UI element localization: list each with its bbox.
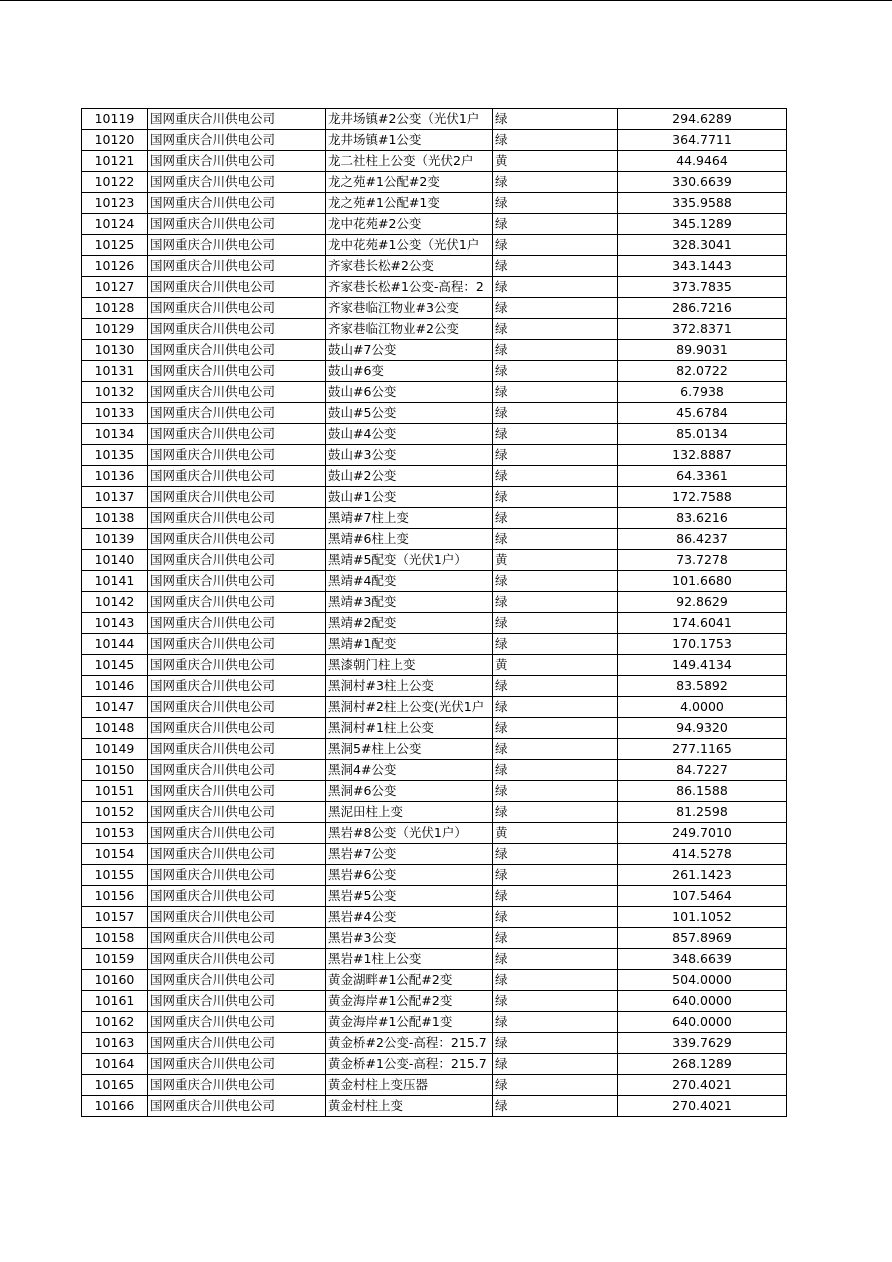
value-cell: 86.1588 bbox=[618, 781, 787, 802]
table-row bbox=[82, 613, 787, 634]
value-cell: 82.0722 bbox=[618, 361, 787, 382]
transformer-name-cell: 黑洞村#3柱上公变 bbox=[326, 676, 493, 697]
transformer-name-cell: 鼓山#6公变 bbox=[326, 382, 493, 403]
status-cell: 绿 bbox=[493, 907, 618, 928]
company-cell: 国网重庆合川供电公司 bbox=[148, 949, 326, 970]
status-cell: 绿 bbox=[493, 1075, 618, 1096]
table-row bbox=[82, 991, 787, 1012]
table-row bbox=[82, 655, 787, 676]
value-cell: 270.4021 bbox=[618, 1096, 787, 1117]
row-id-cell: 10166 bbox=[82, 1096, 148, 1117]
value-cell: 270.4021 bbox=[618, 1075, 787, 1096]
row-id-cell: 10142 bbox=[82, 592, 148, 613]
status-cell: 绿 bbox=[493, 1012, 618, 1033]
table-row bbox=[82, 235, 787, 256]
table-row bbox=[82, 1012, 787, 1033]
row-id-cell: 10160 bbox=[82, 970, 148, 991]
company-cell: 国网重庆合川供电公司 bbox=[148, 172, 326, 193]
transformer-name-cell: 齐家巷临江物业#2公变 bbox=[326, 319, 493, 340]
company-cell: 国网重庆合川供电公司 bbox=[148, 487, 326, 508]
table-row bbox=[82, 928, 787, 949]
transformer-name-cell: 黑岩#3公变 bbox=[326, 928, 493, 949]
company-cell: 国网重庆合川供电公司 bbox=[148, 403, 326, 424]
row-id-cell: 10158 bbox=[82, 928, 148, 949]
value-cell: 343.1443 bbox=[618, 256, 787, 277]
transformer-name-cell: 黑靖#3配变 bbox=[326, 592, 493, 613]
status-cell: 绿 bbox=[493, 928, 618, 949]
row-id-cell: 10130 bbox=[82, 340, 148, 361]
row-id-cell: 10122 bbox=[82, 172, 148, 193]
company-cell: 国网重庆合川供电公司 bbox=[148, 739, 326, 760]
value-cell: 294.6289 bbox=[618, 109, 787, 130]
row-id-cell: 10133 bbox=[82, 403, 148, 424]
row-id-cell: 10161 bbox=[82, 991, 148, 1012]
table-row bbox=[82, 823, 787, 844]
value-cell: 85.0134 bbox=[618, 424, 787, 445]
row-id-cell: 10165 bbox=[82, 1075, 148, 1096]
company-cell: 国网重庆合川供电公司 bbox=[148, 991, 326, 1012]
transformer-name-cell: 龙井场镇#1公变 bbox=[326, 130, 493, 151]
row-id-cell: 10149 bbox=[82, 739, 148, 760]
table-row bbox=[82, 403, 787, 424]
table-body bbox=[82, 109, 787, 1117]
status-cell: 绿 bbox=[493, 382, 618, 403]
table-row bbox=[82, 361, 787, 382]
value-cell: 83.5892 bbox=[618, 676, 787, 697]
row-id-cell: 10143 bbox=[82, 613, 148, 634]
table-row bbox=[82, 592, 787, 613]
status-cell: 绿 bbox=[493, 613, 618, 634]
value-cell: 261.1423 bbox=[618, 865, 787, 886]
table-row bbox=[82, 130, 787, 151]
table-row bbox=[82, 193, 787, 214]
transformer-name-cell: 龙井场镇#2公变（光伏1户 bbox=[326, 109, 493, 130]
status-cell: 绿 bbox=[493, 340, 618, 361]
transformer-name-cell: 黑岩#4公变 bbox=[326, 907, 493, 928]
value-cell: 268.1289 bbox=[618, 1054, 787, 1075]
row-id-cell: 10164 bbox=[82, 1054, 148, 1075]
transformer-name-cell: 黑靖#2配变 bbox=[326, 613, 493, 634]
company-cell: 国网重庆合川供电公司 bbox=[148, 697, 326, 718]
company-cell: 国网重庆合川供电公司 bbox=[148, 319, 326, 340]
transformer-name-cell: 黄金村柱上变压器 bbox=[326, 1075, 493, 1096]
row-id-cell: 10124 bbox=[82, 214, 148, 235]
status-cell: 绿 bbox=[493, 256, 618, 277]
transformer-name-cell: 黑靖#7柱上变 bbox=[326, 508, 493, 529]
company-cell: 国网重庆合川供电公司 bbox=[148, 424, 326, 445]
company-cell: 国网重庆合川供电公司 bbox=[148, 214, 326, 235]
status-cell: 黄 bbox=[493, 823, 618, 844]
row-id-cell: 10153 bbox=[82, 823, 148, 844]
status-cell: 绿 bbox=[493, 991, 618, 1012]
value-cell: 857.8969 bbox=[618, 928, 787, 949]
company-cell: 国网重庆合川供电公司 bbox=[148, 592, 326, 613]
transformer-name-cell: 黑洞5#柱上公变 bbox=[326, 739, 493, 760]
value-cell: 81.2598 bbox=[618, 802, 787, 823]
transformer-name-cell: 鼓山#2公变 bbox=[326, 466, 493, 487]
company-cell: 国网重庆合川供电公司 bbox=[148, 907, 326, 928]
transformer-name-cell: 黄金海岸#1公配#2变 bbox=[326, 991, 493, 1012]
value-cell: 640.0000 bbox=[618, 1012, 787, 1033]
status-cell: 绿 bbox=[493, 508, 618, 529]
value-cell: 373.7835 bbox=[618, 277, 787, 298]
table-row bbox=[82, 886, 787, 907]
value-cell: 504.0000 bbox=[618, 970, 787, 991]
page-top-border bbox=[0, 0, 892, 1]
transformer-name-cell: 黄金湖畔#1公配#2变 bbox=[326, 970, 493, 991]
company-cell: 国网重庆合川供电公司 bbox=[148, 571, 326, 592]
row-id-cell: 10119 bbox=[82, 109, 148, 130]
value-cell: 44.9464 bbox=[618, 151, 787, 172]
row-id-cell: 10140 bbox=[82, 550, 148, 571]
table-row bbox=[82, 487, 787, 508]
transformer-name-cell: 鼓山#6变 bbox=[326, 361, 493, 382]
status-cell: 绿 bbox=[493, 844, 618, 865]
status-cell: 绿 bbox=[493, 1033, 618, 1054]
transformer-name-cell: 黑靖#1配变 bbox=[326, 634, 493, 655]
status-cell: 绿 bbox=[493, 298, 618, 319]
value-cell: 64.3361 bbox=[618, 466, 787, 487]
row-id-cell: 10138 bbox=[82, 508, 148, 529]
transformer-name-cell: 龙中花苑#2公变 bbox=[326, 214, 493, 235]
transformer-name-cell: 黄金村柱上变 bbox=[326, 1096, 493, 1117]
row-id-cell: 10127 bbox=[82, 277, 148, 298]
table-row bbox=[82, 949, 787, 970]
value-cell: 6.7938 bbox=[618, 382, 787, 403]
status-cell: 绿 bbox=[493, 109, 618, 130]
status-cell: 绿 bbox=[493, 718, 618, 739]
row-id-cell: 10156 bbox=[82, 886, 148, 907]
table-row bbox=[82, 550, 787, 571]
status-cell: 绿 bbox=[493, 949, 618, 970]
table-row bbox=[82, 1075, 787, 1096]
status-cell: 绿 bbox=[493, 571, 618, 592]
value-cell: 149.4134 bbox=[618, 655, 787, 676]
row-id-cell: 10137 bbox=[82, 487, 148, 508]
row-id-cell: 10151 bbox=[82, 781, 148, 802]
status-cell: 绿 bbox=[493, 781, 618, 802]
transformer-name-cell: 齐家巷长松#2公变 bbox=[326, 256, 493, 277]
company-cell: 国网重庆合川供电公司 bbox=[148, 361, 326, 382]
transformer-name-cell: 龙之苑#1公配#2变 bbox=[326, 172, 493, 193]
table-row bbox=[82, 508, 787, 529]
table-row bbox=[82, 970, 787, 991]
status-cell: 绿 bbox=[493, 697, 618, 718]
row-id-cell: 10163 bbox=[82, 1033, 148, 1054]
value-cell: 132.8887 bbox=[618, 445, 787, 466]
row-id-cell: 10155 bbox=[82, 865, 148, 886]
row-id-cell: 10148 bbox=[82, 718, 148, 739]
company-cell: 国网重庆合川供电公司 bbox=[148, 445, 326, 466]
company-cell: 国网重庆合川供电公司 bbox=[148, 1096, 326, 1117]
transformer-name-cell: 鼓山#5公变 bbox=[326, 403, 493, 424]
company-cell: 国网重庆合川供电公司 bbox=[148, 508, 326, 529]
table-row bbox=[82, 466, 787, 487]
table-row bbox=[82, 781, 787, 802]
value-cell: 328.3041 bbox=[618, 235, 787, 256]
value-cell: 45.6784 bbox=[618, 403, 787, 424]
transformer-name-cell: 黑岩#8公变（光伏1户） bbox=[326, 823, 493, 844]
value-cell: 172.7588 bbox=[618, 487, 787, 508]
company-cell: 国网重庆合川供电公司 bbox=[148, 718, 326, 739]
company-cell: 国网重庆合川供电公司 bbox=[148, 151, 326, 172]
status-cell: 绿 bbox=[493, 802, 618, 823]
row-id-cell: 10144 bbox=[82, 634, 148, 655]
company-cell: 国网重庆合川供电公司 bbox=[148, 655, 326, 676]
status-cell: 绿 bbox=[493, 1096, 618, 1117]
row-id-cell: 10141 bbox=[82, 571, 148, 592]
transformer-name-cell: 黑洞村#2柱上公变(光伏1户 bbox=[326, 697, 493, 718]
status-cell: 绿 bbox=[493, 214, 618, 235]
value-cell: 286.7216 bbox=[618, 298, 787, 319]
status-cell: 绿 bbox=[493, 634, 618, 655]
row-id-cell: 10128 bbox=[82, 298, 148, 319]
table-row bbox=[82, 424, 787, 445]
company-cell: 国网重庆合川供电公司 bbox=[148, 529, 326, 550]
status-cell: 黄 bbox=[493, 655, 618, 676]
table-row bbox=[82, 907, 787, 928]
table-row bbox=[82, 319, 787, 340]
company-cell: 国网重庆合川供电公司 bbox=[148, 928, 326, 949]
value-cell: 348.6639 bbox=[618, 949, 787, 970]
company-cell: 国网重庆合川供电公司 bbox=[148, 256, 326, 277]
row-id-cell: 10154 bbox=[82, 844, 148, 865]
company-cell: 国网重庆合川供电公司 bbox=[148, 844, 326, 865]
value-cell: 335.9588 bbox=[618, 193, 787, 214]
row-id-cell: 10126 bbox=[82, 256, 148, 277]
status-cell: 黄 bbox=[493, 550, 618, 571]
row-id-cell: 10131 bbox=[82, 361, 148, 382]
status-cell: 绿 bbox=[493, 592, 618, 613]
table-row bbox=[82, 214, 787, 235]
value-cell: 89.9031 bbox=[618, 340, 787, 361]
row-id-cell: 10123 bbox=[82, 193, 148, 214]
status-cell: 绿 bbox=[493, 193, 618, 214]
status-cell: 绿 bbox=[493, 130, 618, 151]
transformer-name-cell: 黑洞#6公变 bbox=[326, 781, 493, 802]
company-cell: 国网重庆合川供电公司 bbox=[148, 130, 326, 151]
company-cell: 国网重庆合川供电公司 bbox=[148, 340, 326, 361]
row-id-cell: 10150 bbox=[82, 760, 148, 781]
table-row bbox=[82, 298, 787, 319]
table-row bbox=[82, 760, 787, 781]
company-cell: 国网重庆合川供电公司 bbox=[148, 823, 326, 844]
transformer-name-cell: 鼓山#1公变 bbox=[326, 487, 493, 508]
transformer-name-cell: 鼓山#3公变 bbox=[326, 445, 493, 466]
value-cell: 372.8371 bbox=[618, 319, 787, 340]
transformer-name-cell: 黑岩#7公变 bbox=[326, 844, 493, 865]
row-id-cell: 10159 bbox=[82, 949, 148, 970]
transformer-name-cell: 齐家巷长松#1公变-高程：2 bbox=[326, 277, 493, 298]
status-cell: 绿 bbox=[493, 424, 618, 445]
table-row bbox=[82, 571, 787, 592]
row-id-cell: 10147 bbox=[82, 697, 148, 718]
transformer-name-cell: 黑岩#6公变 bbox=[326, 865, 493, 886]
row-id-cell: 10139 bbox=[82, 529, 148, 550]
table-row bbox=[82, 1033, 787, 1054]
transformer-name-cell: 黑岩#5公变 bbox=[326, 886, 493, 907]
data-table bbox=[81, 108, 787, 1117]
company-cell: 国网重庆合川供电公司 bbox=[148, 298, 326, 319]
status-cell: 绿 bbox=[493, 319, 618, 340]
status-cell: 绿 bbox=[493, 970, 618, 991]
company-cell: 国网重庆合川供电公司 bbox=[148, 1075, 326, 1096]
company-cell: 国网重庆合川供电公司 bbox=[148, 886, 326, 907]
row-id-cell: 10132 bbox=[82, 382, 148, 403]
value-cell: 174.6041 bbox=[618, 613, 787, 634]
value-cell: 330.6639 bbox=[618, 172, 787, 193]
value-cell: 249.7010 bbox=[618, 823, 787, 844]
status-cell: 绿 bbox=[493, 739, 618, 760]
table-row bbox=[82, 865, 787, 886]
transformer-name-cell: 黑洞4#公变 bbox=[326, 760, 493, 781]
table-row bbox=[82, 1096, 787, 1117]
status-cell: 绿 bbox=[493, 403, 618, 424]
transformer-name-cell: 齐家巷临江物业#3公变 bbox=[326, 298, 493, 319]
value-cell: 640.0000 bbox=[618, 991, 787, 1012]
company-cell: 国网重庆合川供电公司 bbox=[148, 1054, 326, 1075]
row-id-cell: 10157 bbox=[82, 907, 148, 928]
row-id-cell: 10125 bbox=[82, 235, 148, 256]
status-cell: 绿 bbox=[493, 277, 618, 298]
value-cell: 86.4237 bbox=[618, 529, 787, 550]
table-row bbox=[82, 802, 787, 823]
value-cell: 414.5278 bbox=[618, 844, 787, 865]
company-cell: 国网重庆合川供电公司 bbox=[148, 235, 326, 256]
table-row bbox=[82, 382, 787, 403]
company-cell: 国网重庆合川供电公司 bbox=[148, 277, 326, 298]
transformer-name-cell: 黑岩#1柱上公变 bbox=[326, 949, 493, 970]
value-cell: 92.8629 bbox=[618, 592, 787, 613]
table-row bbox=[82, 697, 787, 718]
row-id-cell: 10135 bbox=[82, 445, 148, 466]
value-cell: 170.1753 bbox=[618, 634, 787, 655]
row-id-cell: 10134 bbox=[82, 424, 148, 445]
status-cell: 绿 bbox=[493, 172, 618, 193]
status-cell: 绿 bbox=[493, 445, 618, 466]
transformer-name-cell: 黑靖#4配变 bbox=[326, 571, 493, 592]
status-cell: 绿 bbox=[493, 466, 618, 487]
value-cell: 84.7227 bbox=[618, 760, 787, 781]
transformer-name-cell: 黄金海岸#1公配#1变 bbox=[326, 1012, 493, 1033]
table-row bbox=[82, 529, 787, 550]
table-row bbox=[82, 634, 787, 655]
value-cell: 364.7711 bbox=[618, 130, 787, 151]
status-cell: 黄 bbox=[493, 151, 618, 172]
row-id-cell: 10152 bbox=[82, 802, 148, 823]
table-row bbox=[82, 340, 787, 361]
company-cell: 国网重庆合川供电公司 bbox=[148, 865, 326, 886]
table-row bbox=[82, 718, 787, 739]
row-id-cell: 10136 bbox=[82, 466, 148, 487]
transformer-name-cell: 龙二社柱上公变（光伏2户 bbox=[326, 151, 493, 172]
value-cell: 4.0000 bbox=[618, 697, 787, 718]
value-cell: 83.6216 bbox=[618, 508, 787, 529]
transformer-name-cell: 龙中花苑#1公变（光伏1户 bbox=[326, 235, 493, 256]
status-cell: 绿 bbox=[493, 865, 618, 886]
company-cell: 国网重庆合川供电公司 bbox=[148, 634, 326, 655]
table-row bbox=[82, 445, 787, 466]
company-cell: 国网重庆合川供电公司 bbox=[148, 676, 326, 697]
value-cell: 101.6680 bbox=[618, 571, 787, 592]
table-row bbox=[82, 256, 787, 277]
transformer-name-cell: 黄金桥#1公变-高程：215.7 bbox=[326, 1054, 493, 1075]
company-cell: 国网重庆合川供电公司 bbox=[148, 550, 326, 571]
status-cell: 绿 bbox=[493, 487, 618, 508]
transformer-name-cell: 黄金桥#2公变-高程：215.7 bbox=[326, 1033, 493, 1054]
table-row bbox=[82, 844, 787, 865]
company-cell: 国网重庆合川供电公司 bbox=[148, 970, 326, 991]
status-cell: 绿 bbox=[493, 361, 618, 382]
transformer-name-cell: 黑洞村#1柱上公变 bbox=[326, 718, 493, 739]
row-id-cell: 10145 bbox=[82, 655, 148, 676]
status-cell: 绿 bbox=[493, 529, 618, 550]
company-cell: 国网重庆合川供电公司 bbox=[148, 613, 326, 634]
value-cell: 94.9320 bbox=[618, 718, 787, 739]
status-cell: 绿 bbox=[493, 886, 618, 907]
table-row bbox=[82, 172, 787, 193]
transformer-name-cell: 黑靖#5配变（光伏1户） bbox=[326, 550, 493, 571]
row-id-cell: 10129 bbox=[82, 319, 148, 340]
table-row bbox=[82, 277, 787, 298]
value-cell: 73.7278 bbox=[618, 550, 787, 571]
row-id-cell: 10162 bbox=[82, 1012, 148, 1033]
value-cell: 277.1165 bbox=[618, 739, 787, 760]
transformer-name-cell: 黑靖#6柱上变 bbox=[326, 529, 493, 550]
value-cell: 345.1289 bbox=[618, 214, 787, 235]
company-cell: 国网重庆合川供电公司 bbox=[148, 1012, 326, 1033]
table-row bbox=[82, 109, 787, 130]
value-cell: 101.1052 bbox=[618, 907, 787, 928]
company-cell: 国网重庆合川供电公司 bbox=[148, 802, 326, 823]
row-id-cell: 10146 bbox=[82, 676, 148, 697]
row-id-cell: 10121 bbox=[82, 151, 148, 172]
transformer-name-cell: 黑泥田柱上变 bbox=[326, 802, 493, 823]
status-cell: 绿 bbox=[493, 676, 618, 697]
company-cell: 国网重庆合川供电公司 bbox=[148, 1033, 326, 1054]
table-row bbox=[82, 1054, 787, 1075]
table-row bbox=[82, 151, 787, 172]
table-row bbox=[82, 676, 787, 697]
company-cell: 国网重庆合川供电公司 bbox=[148, 781, 326, 802]
company-cell: 国网重庆合川供电公司 bbox=[148, 382, 326, 403]
value-cell: 107.5464 bbox=[618, 886, 787, 907]
status-cell: 绿 bbox=[493, 235, 618, 256]
transformer-name-cell: 鼓山#7公变 bbox=[326, 340, 493, 361]
transformer-name-cell: 黑漆朝门柱上变 bbox=[326, 655, 493, 676]
company-cell: 国网重庆合川供电公司 bbox=[148, 760, 326, 781]
transformer-name-cell: 鼓山#4公变 bbox=[326, 424, 493, 445]
transformer-name-cell: 龙之苑#1公配#1变 bbox=[326, 193, 493, 214]
company-cell: 国网重庆合川供电公司 bbox=[148, 466, 326, 487]
value-cell: 339.7629 bbox=[618, 1033, 787, 1054]
status-cell: 绿 bbox=[493, 760, 618, 781]
company-cell: 国网重庆合川供电公司 bbox=[148, 109, 326, 130]
company-cell: 国网重庆合川供电公司 bbox=[148, 193, 326, 214]
status-cell: 绿 bbox=[493, 1054, 618, 1075]
row-id-cell: 10120 bbox=[82, 130, 148, 151]
table-row bbox=[82, 739, 787, 760]
